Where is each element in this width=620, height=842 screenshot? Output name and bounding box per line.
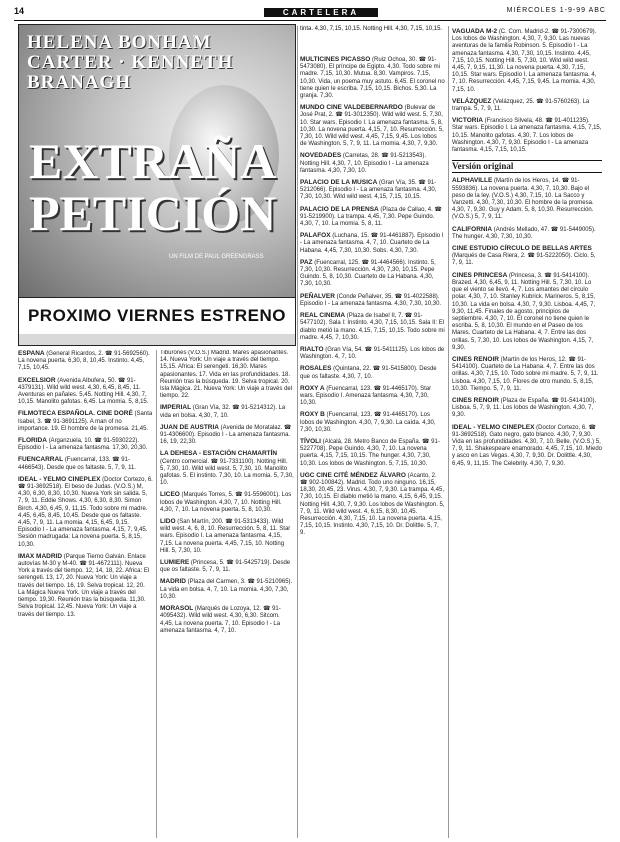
cinema-name: MULTICINES PICASSO [300,56,371,63]
cinema-name: NOVEDADES [300,152,342,160]
showtimes-text: (Fuencarral, 123. ☎ 91-4465170). Star wars. Episodio I. Amenaza fantasma. 4,30, 7,30, 10,30. [300,385,432,407]
cinema-name: LUMIERE [160,559,190,567]
showtimes-text: Tiburones (V.O.S.) Madrid. Mares apasionantes. 14. Nueva York: Un viaje a través del tiempo. 15,15. Africa: El serengeti. 16,30. Mares apasionantes. 17. Vida en las profundidades. 18. Reunión tras la búsqueda. 19. Selva tropical. 20. Isla Mágica. 21. Nueva York: Un viaje a través del tiempo. 22. [160,350,293,400]
showtimes-text: (General Ricardos, 2. ☎ 91-5692560). La novena puerta. 6,30, 8, 10,45. Instinto. 4,45, 7,15, 10,45. [18,351,150,372]
cinema-name: VELÁZQUEZ [452,97,492,105]
cinema-name: EXCELSIOR [18,376,56,384]
showtimes-text: (Princesa, 3. ☎ 91-5414100). Brazed. 4,30, 6,45, 9, 11. Notting Hill. 5, 7,30, 10. Lo que el viento se llevó. 4, 7. Los amantes del círculo polar. 4,30, 7, 10. Stanley Kubrick. Marineros. 5, 8,15, 10,30. La vida en bolsa. 4,30, 7, 9,30. Lisboa. 4,45, 7, 9,30, 11,45. Finales de agosto, principios de septiembre. 4,30, 7, 10. El coronel no tiene quien le escriba. 5, 8, 10,30. El mundo en el Paseo de los Mares. Cuarteto de La Habana. 4, 7. Entre las dos orillas. 5, 7,30, 10. Los lobos de Washington. 4,15, 7, 9,30. [452,272,596,351]
showtimes-text: (Andrés Mellado, 47. ☎ 91-5449005). The hunger. 4,30, 7,30, 10,30. [452,226,596,240]
cinema-name: LICEO [160,491,180,499]
showtimes-text: (Francisco Silvela, 48. ☎ 91-4011235). Star wars. Episodio I. La amenaza fantasma. 4,15, 7,15, 10,15. Manolito gafotas. 4,30, 7. Los lobos de Washington. 4,30, 7, 9,30. Episodio I - La amenaza fantasma. 4,15, 7,15, 10,15. [452,118,602,154]
ad-movie-title [29,135,276,239]
cinema-name: REAL CINEMA [300,312,346,320]
showtimes-text: (Ruiz Ochoa, 30. ☎ 91-5473080). El príncipe de Egipto. 4,30. Todo sobre mi madre. 7,15, 10,30. Mutua. 8,30. Vampiros. 7,15, 10,30. Vida, un poema muy astuto. 6,45. El coronel no tiene quien le escriba. 7,15, 10,15. Bichos. 5,30. La granja. 7,30. [300,57,445,100]
cinema-name: ESPAÑA [18,350,45,357]
cinema-listing [18,350,153,373]
cinema-listing [160,605,294,635]
showtimes-text: (Conde Peñalver, 35. ☎ 91-4022588). Episodio I - La amenaza fantasma. 4,30, 7,30, 10,30. [300,293,442,307]
column-divider [297,26,298,838]
cinema-name: IDEAL - YELMO CINEPLEX [452,423,535,431]
cinema-listing [300,346,445,361]
cinema-listing [160,424,294,447]
cinema-name: FUENCARRAL [18,456,64,464]
cinema-listing [160,404,294,419]
cinema-listing [452,397,602,420]
cinema-listing [18,476,153,549]
showtimes-text: (Marqués Torres, 5. ☎ 91-5596001). Los lobos de Washington. 4,30, 7, 10. Notting Hill. 4,30, 7, 10. La novena puerta. 5, 8, 10,30. [160,492,292,513]
ad-release-banner: PROXIMO VIERNES ESTRENO [19,297,295,334]
cinema-name: RIALTO [300,345,324,353]
cinema-listing [300,56,445,100]
page-number: 14 [14,6,25,16]
showtimes-text: (Gran Vía, 35. ☎ 91-5212066). Episodio I - La amenaza fantasma. 4,30, 7,30, 10,30. Wild wild west. 4,15, 7,15, 10,15. [300,180,437,201]
showtimes-text: (Acanto, 2. ☎ 902-100842). Madrid. Todo uno ninguno. 16,15, 18,30, 20,45, 23. Virus. 4,30, 7, 9,30. La trampa. 4,45, 7,30, 10,15. El diablo metió la mano. 4,15, 6,45, 9,15. Notting Hill. 4,30, 7, 9,30. Los lobos de Washington. 5, 7, 9, 11. Wild wild west. 4, 6,15, 8,30, 10,45. Resurrección. 4,30, 7,15, 10. La novena puerta. 4,15, 7,15, 10,15. Instinto. 4,30, 7,15, 10. Dr. Dolittle. 5, 7, 9. [300,472,445,537]
cinema-listing [452,117,602,154]
cinema-name: IMPERIAL [160,404,192,412]
ad-title-line2: PETICIÓN [29,185,277,241]
cinema-listing [18,456,153,471]
showtimes-text: (Bulevar de José Prat, 2. ☎ 91-3012350). Wild wild west. 5, 7,30, 10. Star wars. Episodio I. La amenaza fantasma. 5, 8, 10,30. La novena puerta. 4,15, 7, 10. Resurrección. 5, 7,30, 10. Wild wild west. 4,45, 7,15, 9,45. Los lobos de Washington. 5, 7, 9, 11. La momia. 4,30, 7, 9,30. [300,105,444,148]
column-divider [156,350,157,838]
showtimes-text: (Marqués de Casa Riera, 2. ☎ 91-5222050). Ciclo. 5, 7, 9, 11. [452,253,596,267]
showtimes-text: (Fuencarral, 125. ☎ 91-4464566). Instinto. 5, 7,30, 10,30. Resurrección. 4,30, 7,30, 10,15. Pepe Guindo. 5, 8, 10,30. Cuarteto de La Habana. 4,30, 7,30, 10,30. [300,259,436,288]
showtimes-text: (Quintana, 22. ☎ 91-5415800). Desde que os faltaste. 4,30, 7, 10. [300,366,437,380]
showtimes-text: (C. Com. Madrid-2. ☎ 91-7300679). Los lobos de Washington. 4,30, 7, 9,30. Las nuevas aventuras de la familia Robinson. 5. Episodio I - La amenaza fantasma. 4,30, 7,30, 10,15. Instinto. 4,45, 7,15, 10,15. Notting Hill. 5, 7,30, 10. Wild wild west. 4,45, 7, 9,15, 11,30. La novena puerta. 4,30, 7,15, 10,15. Star wars. Episodio I. La amenaza fantasma. 4, 7, 10. Resurrección. 4,45, 7,15, 9,45. La momia. 4,30, 7,15, 10. [452,29,597,93]
ad-credit: UN FILM DE PAUL GREENGRASS [169,254,264,260]
showtimes-text: (Alcalá, 28. Metro Banco de España. ☎ 91-5227708). Pepe Guindo. 4,30, 7, 10. La novena puerta. 4,15, 7,15, 10,15. The hunger. 4,30, 7,30, 10,30. Los lobos de Washington. 5, 7,15, 10,30. [300,438,440,467]
cinema-listing [300,365,445,380]
ad-title-line1: EXTRAÑA [29,133,277,189]
cinema-name: ALPHAVILLE [452,177,493,185]
showtimes-text: (Doctor Cortezo, 6. ☎ 91-3692518). El beso de Judas. (V.O.S.) M, 4,30, 6,30, 8,30, 10,30. Nueva York sin salida. 5, 7, 9, 11. Eddie Shows. 4,30, 6,30, 8,30. Simon Birch. 4,30, 6,45, 9, 11,15. Todo sobre mi madre. 4,45, 6,45, 8,45, 10,45. Desde que os faltaste. 4,45, 7, 9, 11. La momia. 4,15, 6,45, 9,15. Episodio I - La amenaza fantasma. 4,15, 7, 9,45. Sesión madrugada: La novena puerta. 5, 8,15, 10,30. [18,476,153,548]
ad-cast-names: HELENA BONHAM CARTER · KENNETH BRANAGH [27,32,234,93]
showtimes-text: (Carretas, 28. ☎ 91-5213543). Notting Hill. 4,30, 7, 10. Episodio I - La amenaza fantasma. 4,30, 7,30, 10. [300,153,429,174]
cinema-name: PALAFOX [300,232,331,240]
cinema-listing [160,491,294,514]
cinema-name: MADRID [160,578,186,586]
cinema-name: PALACIO DE LA PRENSA [300,205,379,213]
showtimes-text: (Doctor Cortezo, 6. ☎ 91-3692518). Gato negro, gato blanco. 4,30, 7, 9,30. Vida en las profundidades. 4,30, 7, 10. Belle. (V.O.S.) 5, 7, 9, 11. Shakespeare enamorado. 4,45, 7,15, 10. Miedo y asco en Las Vegas. 4,30, 7, 9,30. Dr. Dolittle. 4,30, 6,45, 9, 11,15. The Celebrity. 4,30, 7, 9,30. [452,424,602,467]
cinema-listing [160,350,294,400]
listing-column-4 [452,28,602,838]
cinema-name: LA DEHESA - ESTACIÓN CHAMARTÍN [160,450,278,458]
movie-advertisement[interactable] [18,24,296,346]
cinema-listing [300,259,445,289]
showtimes-text: (Plaza de España. ☎ 91-5414100). Lisboa. 5, 7, 9, 11. Los lobos de Washington. 4,30, 7, 9,30. [452,397,597,419]
showtimes-text: (Plaza de Isabel II, 7. ☎ 91-5477102). Sala I: Instinto. 4,30, 7,15, 10,15. Sala II: El diablo metió la mano. 4,15, 7,15, 10,15. Todo sobre mi madre. 4,45, 7, 10,30. [300,313,445,341]
cinema-name: UGC CINE CITÉ MÉNDEZ ÁLVARO [300,471,406,479]
cinema-name: CINES RENOIR [452,355,499,363]
cinema-name: CALIFORNIA [452,225,493,233]
cinema-name: CINES RENOIR [452,396,499,404]
cinema-listing [300,232,445,255]
showtimes-text: (Centro comercial. ☎ 91-7331100). Notting Hill. 5, 7,30, 10. Wild wild west. 5, 7,30, 10. Manolito gafotas. 5. El instinto. 7,30, 10. La momia. 5, 7,30, 10. [160,458,294,487]
cinema-name: JUAN DE AUSTRIA [160,423,219,431]
showtimes-text: (Arganzuela, 10. ☎ 91-5930222). Episodio I - La amenaza fantasma. 17,30, 20,30. [18,438,148,452]
cinema-name: FLORIDA [18,437,47,445]
cinema-name: PALACIO DE LA MUSICA [300,179,378,187]
cinema-name: VAGUADA M-2 [452,28,498,35]
cinema-listing [300,152,445,175]
showtimes-text: (Velázquez, 25. ☎ 91-5760263). La trampa. 5, 7, 9, 11. [452,98,590,113]
cinema-listing [18,553,153,619]
section-title: CARTELERA [264,8,378,17]
column-divider [448,26,449,838]
cinema-listing [160,578,294,601]
cinema-listing [452,98,602,113]
cinema-name: FILMOTECA ESPAÑOLA. CINE DORÉ [18,410,133,418]
cinema-listing [300,472,445,538]
cinema-listing [160,518,294,555]
showtimes-text: (Avenida Albufera, 50. ☎ 91-4379131). Wild wild west. 4,30, 6,45, 8,45, 11. Aventuras en pañales. 5,45. Notting Hill. 4,30, 7, 10,15. Manolito gafotas. 6,45. La momia. 5, 8,15. [18,377,149,406]
listing-column-2 [160,350,294,838]
showtimes-text: (Fuencarral, 133. ☎ 91-4466543). Desde que os faltaste. 5, 7, 9, 11. [18,457,136,471]
cinema-name: LIDO [160,518,176,526]
cinema-listing [452,356,602,393]
showtimes-text: (Parque Tierno Galván. Enlace autovías M-30 y M-40. ☎ 91-4672111). Nueva York a través del tiempo. 12, 14, 18, 22. Africa: El serengeti. 13, 17, 20. Nueva York: Un viaje a través del tiempo. 16, 19. Selva tropical. 12, 20. La Mágica Nueva York. Un viaje a través del tiempo. 19,30. Reunión tras la búsqueda. 11,30. Selva tropical. 12,45. Nueva York: Un viaje a través del tiempo. 13. [18,553,150,618]
cinema-name: ROSALES [300,365,332,373]
cinema-listing [300,104,445,148]
cinema-name: MORASOL [160,605,194,613]
showtimes-text: (Martín de los Heros, 14. ☎ 91-5593836). La novena puerta. 4,30, 7, 10,30. Bajo el peso de la ley. (V.O.S.) 4,30, 7,15, 10. La Sacco y Vanzetti. 4,30, 7,30, 10,30. El hombre de la promesa. 4,30, 7, 9,30. Guy y Adam. 5, 8, 10,30. Resurrección. (V.O.S.) 5, 7, 9, 11. [452,178,594,221]
showtimes-text: (Princesa, 5. ☎ 91-5425719). Desde que os faltaste. 5, 7, 9, 11. [160,560,291,574]
showtimes-text: (Plaza del Carmen, 3. ☎ 91-5210965). La vida en bolsa. 4, 7, 10. La momia. 4,30, 7,30, 10,30. [160,579,293,600]
page-header [14,6,606,20]
cinema-name: CINE ESTUDIO CÍRCULO DE BELLAS ARTES [452,245,592,253]
cinema-name: PAZ [300,258,313,266]
cinema-name: ROXY A [300,384,325,392]
cinema-listing [300,438,445,468]
section-heading-version-original: Versión original [452,160,602,173]
cinema-name: IDEAL - YELMO CINEPLEX [18,475,101,483]
cinema-listing [452,272,602,352]
showtimes-text: (Plaza de Callao, 4. ☎ 91-5219900). La trampa. 4,45, 7,30. Pepe Guindo. 4,30, 7, 10. La momia. 5, 8, 11. [300,206,442,228]
cinema-name: VICTORIA [452,117,483,125]
showtimes-text: (Marqués de Lozoya, 12. ☎ 91-4095432). Wild wild west. 4,30, 6,30. Sitcom. 4,45. La novena puerta. 7, 10. Episodio I - La amenaza fantasma. 4, 7, 10. [160,606,281,634]
cinema-name: MUNDO CINE VALDEBERNARDO [300,104,403,112]
issue-date: MIÉRCOLES 1-9-99 ABC [506,7,606,14]
cinema-listing [18,377,153,407]
showtimes-text: (San Martín, 200. ☎ 91-5313433). Wild wild west. 4, 6, 8, 10. Resurrección. 5, 8, 11. Star wars. Episodio I. La amenaza fantasma. 4,15, 7,15. La novena puerta. 4,45, 7,15, 10. Notting Hill. 5, 7,30, 10. [160,519,291,554]
showtimes-text: (Santa Isabel, 3. ☎ 91-3691125). A man of no importance. 19. El hombre de la promesa. 21,45. [18,411,153,432]
cinema-listing [300,206,445,229]
cinema-name: TÍVOLI [300,437,321,445]
cinema-name: CINES PRINCESA [452,271,508,279]
showtimes-text: (Luchana, 15. ☎ 91-4461887). Episodio I - La amenaza fantasma. 4, 7, 10. Cuarteto de La Habana. 4,45, 7,30, 10,30. Sobs. 4,30, 7,30. [300,233,444,254]
cinema-listing [300,312,445,342]
cinema-listing [300,179,445,202]
listing-column-3 [300,56,445,838]
cinema-name: IMAX MADRID [18,552,63,560]
showtimes-text: (Avenida de Moratalaz. ☎ 91-4306600). Episodio I - La amenaza fantasma. 16, 19, 22,30. [160,424,292,446]
cinema-name: PEÑALVER [300,292,335,300]
cinema-listing [452,424,602,468]
header-rule [14,20,606,21]
cinema-listing [300,411,445,434]
showtimes-text: (Fuencarral, 123. ☎ 91-4465170). Los lobos de Washington. 4,30, 7, 9,30. La caída. 4,30, 7,30, 10,30. [300,412,436,433]
showtimes-text: (Martín de los Heros, 12. ☎ 91-5414100). Cuarteto de La Habana. 4, 7. Entre las dos orillas. 4,30, 7,15, 10. Todo sobre mi madre. 5, 7, 9, 11. Lisboa. 4,30, 7,15, 10. Flores de otro mundo. 5, 8,15, 10,30. Tiempo. 5, 7, 9, 11. [452,356,599,392]
cinema-listing [18,410,153,433]
cinema-listing [452,226,602,241]
cinema-name: ROXY B [300,411,325,419]
showtimes-text: (Gran Vía, 54. ☎ 91-5411125). Los lobos de Washington. 4, 7, 10. [300,346,445,361]
cinema-listing [300,385,445,408]
cinema-listing [452,177,602,221]
cinema-listing [452,28,602,94]
cinema-listing [300,293,445,308]
cinema-listing [18,437,153,452]
cinema-listing [160,450,294,487]
showtimes-text: (Gran Vía, 32. ☎ 91-5214312). La vida en bolsa. 4,30, 7, 10. [160,405,286,419]
cinema-listing [160,559,294,574]
listing-continuation: tinta. 4,30, 7,15, 10,15. Notting Hill. 4,30, 7,15, 10,15. [300,26,443,32]
cinema-listing [452,245,602,268]
listing-column-1 [18,350,153,838]
